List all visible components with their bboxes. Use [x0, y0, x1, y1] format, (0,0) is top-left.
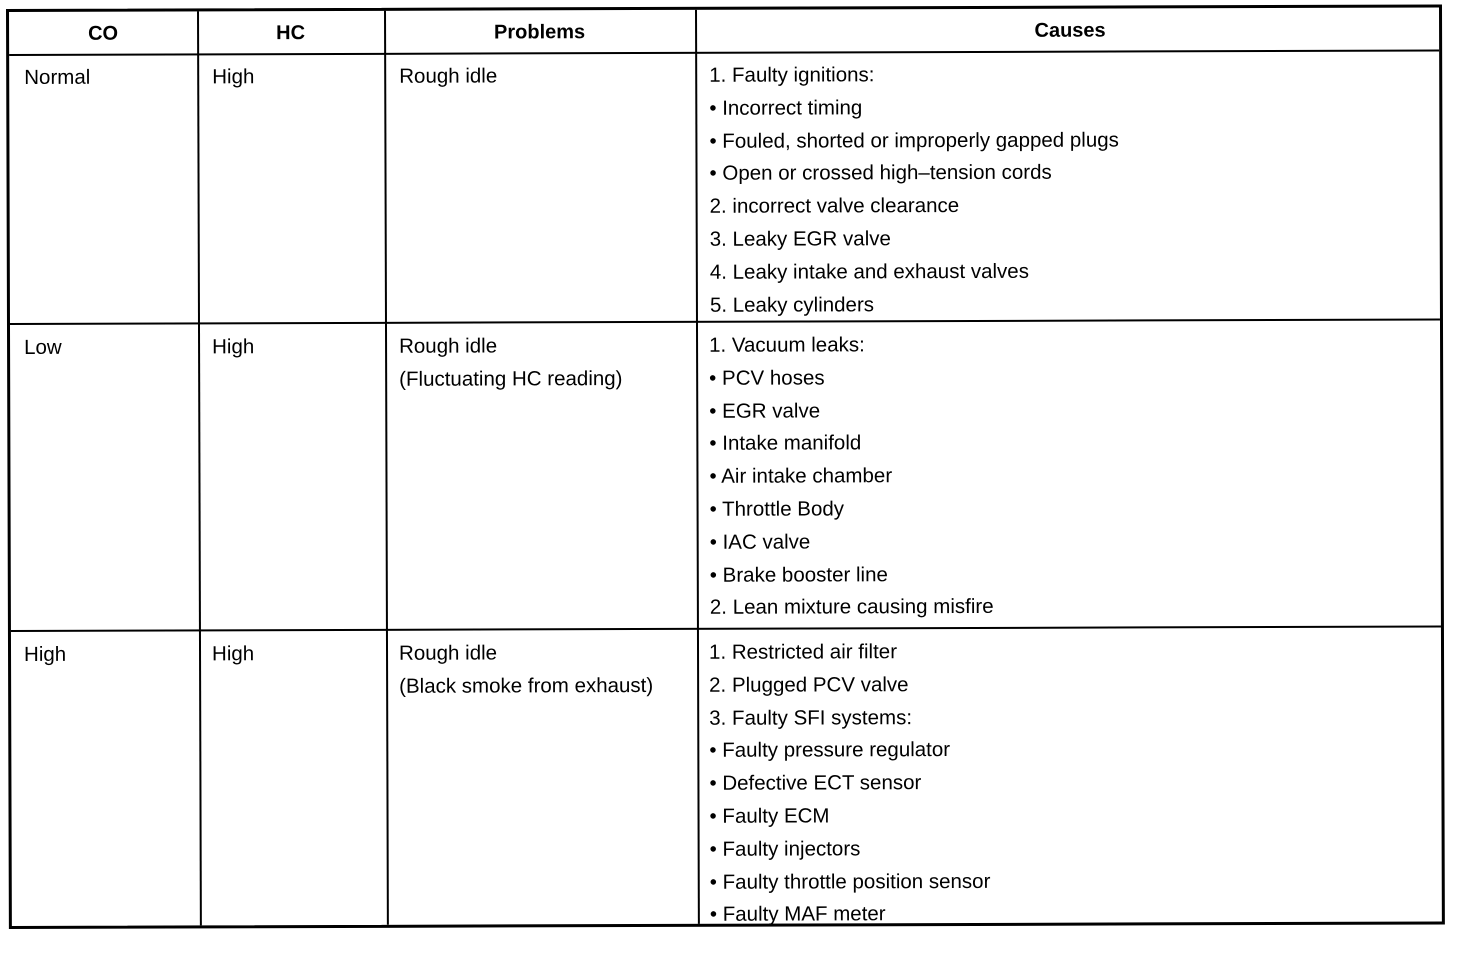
cell-problems: [389, 56, 693, 94]
cell-co: High: [23, 642, 67, 666]
header-co: CO: [88, 22, 119, 45]
cause-line: • Defective ECT sensor: [709, 771, 922, 795]
cause-line: 3. Leaky EGR valve: [709, 227, 891, 251]
diagnosis-table: [6, 4, 1445, 929]
cause-line: 1. Restricted air filter: [708, 640, 898, 664]
cause-line: • Faulty throttle position sensor: [709, 869, 991, 894]
cell-hc: High: [212, 65, 255, 89]
cell-problems: [389, 326, 693, 397]
header-problems: Problems: [493, 21, 586, 44]
cell-causes: [699, 629, 1440, 932]
cause-line: 5. Leaky cylinders: [709, 292, 875, 317]
cell-hc: High: [211, 642, 255, 666]
cause-line: • Throttle Body: [709, 497, 845, 521]
cause-line: • Incorrect timing: [709, 96, 863, 120]
cause-line: • Faulty MAF meter: [709, 902, 886, 927]
problem-line: Rough idle: [399, 64, 498, 88]
cause-line: 4. Leaky intake and exhaust valves: [709, 259, 1029, 284]
problem-line: Rough idle: [398, 641, 498, 665]
problem-line: (Black smoke from exhaust): [399, 673, 654, 698]
cell-hc: High: [212, 335, 255, 359]
cause-line: • Open or crossed high–tension cords: [709, 161, 1052, 186]
cause-line: • Air intake chamber: [709, 464, 893, 488]
cause-line: • PCV hoses: [709, 366, 825, 390]
cause-line: • Faulty ECM: [709, 804, 830, 828]
cell-co: Normal: [24, 65, 91, 89]
cause-line: 2. incorrect valve clearance: [709, 194, 960, 218]
cause-line: 1. Vacuum leaks:: [709, 333, 865, 357]
header-hc: HC: [276, 22, 306, 45]
header-causes: Causes: [1034, 19, 1106, 42]
cause-line: • Fouled, shorted or improperly gapped plugs: [709, 128, 1119, 153]
cause-line: • Intake manifold: [709, 431, 862, 456]
cause-line: 1. Faulty ignitions:: [709, 63, 875, 87]
problem-line: Rough idle: [399, 334, 498, 358]
cause-line: • Faulty pressure regulator: [709, 738, 951, 763]
cell-problems: [389, 633, 693, 704]
cell-co: Low: [24, 335, 62, 359]
cause-line: • Brake booster line: [709, 562, 888, 587]
column-divider: [197, 11, 202, 925]
cause-line: • IAC valve: [709, 530, 811, 554]
cell-causes: [699, 321, 1440, 624]
column-divider: [384, 11, 389, 925]
cause-line: • EGR valve: [709, 399, 821, 423]
cause-line: • Faulty injectors: [709, 837, 861, 861]
cause-line: 2. Plugged PCV valve: [709, 672, 909, 697]
cause-line: 3. Faulty SFI systems:: [709, 705, 913, 730]
problem-line: (Fluctuating HC reading): [399, 366, 623, 391]
cell-causes: [699, 51, 1440, 322]
cause-line: 2. Lean mixture causing misfire: [709, 595, 994, 620]
